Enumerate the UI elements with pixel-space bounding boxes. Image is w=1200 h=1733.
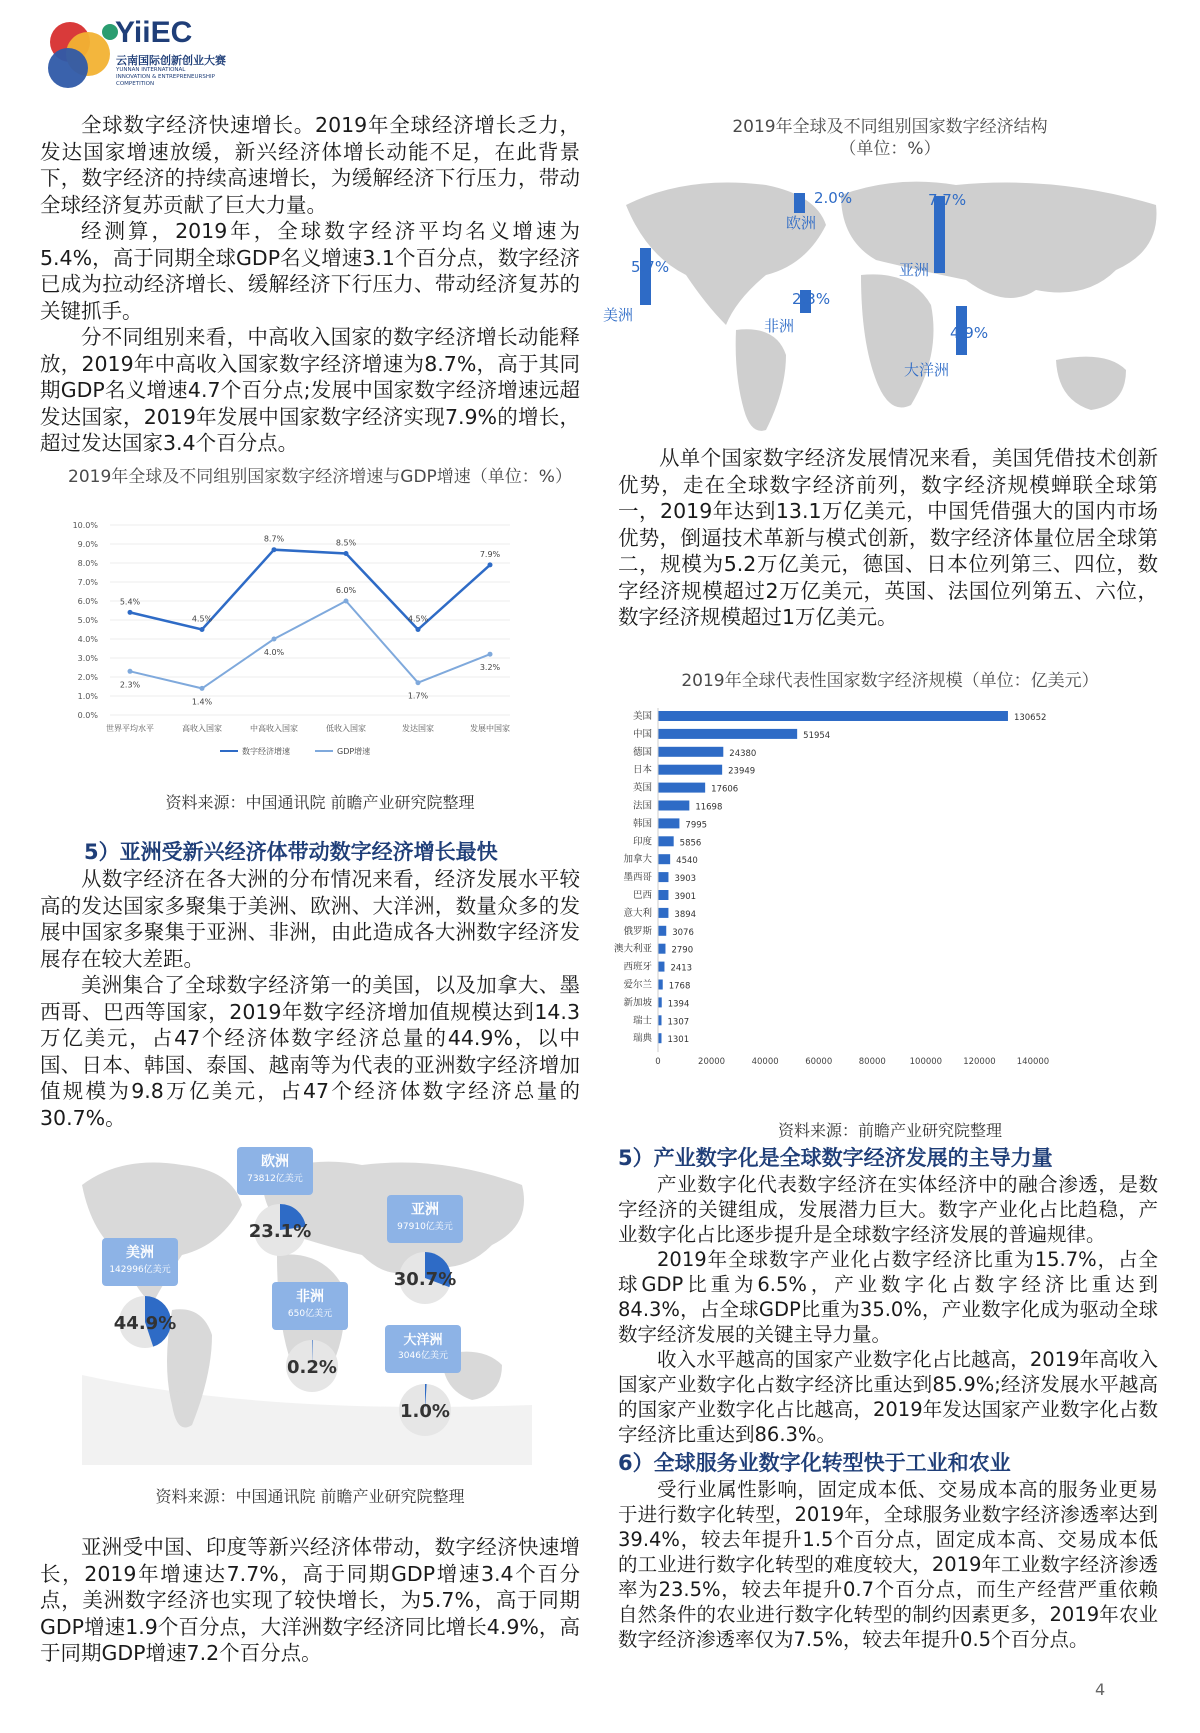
europe-card: 欧洲 73812亿美元 <box>237 1147 313 1195</box>
europe-pie-label: 23.1% <box>248 1221 312 1242</box>
data-label: 5.4% <box>119 597 141 607</box>
section-heading: 6）全球服务业数字化转型快于工业和农业 <box>618 1451 1011 1475</box>
y-tick-label: 6.0% <box>77 597 98 606</box>
country-label: 加拿大 <box>623 854 652 866</box>
line-chart-source: 资料来源：中国通讯院 前瞻产业研究院整理 <box>165 793 475 812</box>
value-label: 23949 <box>728 766 756 777</box>
x-tick-label: 140000 <box>1016 1057 1050 1068</box>
data-point <box>416 627 421 632</box>
data-point <box>416 680 421 685</box>
paragraph: 经测算，2019年，全球数字经济平均名义增速为5.4%，高于同期全球GDP名义增速3.1个百分点，数字经济已成为拉动经济增长、缓解经济下行压力、带动经济复苏的关键抓手。 <box>40 219 580 323</box>
country-bar-chart <box>613 700 1178 1120</box>
country-chart-source: 资料来源：前瞻产业研究院整理 <box>777 1121 1002 1140</box>
x-tick-label: 60000 <box>805 1057 833 1068</box>
asia-card: 亚洲 97910亿美元 <box>387 1195 463 1243</box>
y-tick-label: 1.0% <box>77 692 98 701</box>
paragraph: 从单个国家数字经济发展情况来看，美国凭借技术创新优势，走在全球数字经济前列，数字经济规模蝉联全球第一，2019年达到13.1万亿美元，中国凭借强大的国内市场优势，倒逼技术革新与模式创新，数字经济体量位居全球第二，规模为5.2万亿美元，德国、日本位列第三、四位，数字经济规模超过2万亿美元，英国、法国位列第五、六位，数字经济规模超过1万亿美元。 <box>618 446 1158 629</box>
section-heading: 5）产业数字化是全球数字经济发展的主导力量 <box>618 1146 1053 1170</box>
y-tick-label: 7.0% <box>77 578 98 587</box>
x-tick-label: 100000 <box>909 1057 943 1068</box>
paragraph: 从数字经济在各大洲的分布情况来看，经济发展水平较高的发达国家多聚集于美洲、欧洲、大洋洲，数量众多的发展中国家多聚集于亚洲、非洲，由此造成各大洲数字经济发展存在较大差距。 <box>40 867 580 971</box>
value-label: 1768 <box>668 981 691 992</box>
country-label: 日本 <box>632 764 652 776</box>
country-label: 俄罗斯 <box>623 925 652 937</box>
country-label: 美国 <box>632 711 652 722</box>
country-label: 巴西 <box>632 890 652 901</box>
country-bar <box>658 836 674 846</box>
right-country-text <box>618 445 1158 631</box>
value-label: 51954 <box>803 730 831 741</box>
data-label: 6.0% <box>335 586 357 595</box>
country-bar <box>658 1033 661 1043</box>
country-bar <box>658 962 664 972</box>
country-label: 瑞士 <box>632 1015 652 1027</box>
data-point <box>128 669 133 674</box>
data-point <box>200 686 205 691</box>
region-name-asia: 亚洲 <box>899 261 930 279</box>
data-label: 7.9% <box>479 549 501 559</box>
value-label: 5856 <box>679 838 702 849</box>
country-bar <box>658 1015 662 1025</box>
country-label: 韩国 <box>632 818 652 830</box>
oceania-pie-label: 1.0% <box>400 1401 450 1422</box>
data-label: 1.7% <box>407 691 429 701</box>
right-section-5 <box>618 1142 1158 1652</box>
country-bar <box>658 765 722 775</box>
americas-pie-label: 44.9% <box>113 1313 177 1334</box>
section-heading: 5）亚洲受新兴经济体带动数字经济增长最快 <box>84 840 498 864</box>
data-label: 8.5% <box>335 538 357 548</box>
region-chart-subtitle: （单位：%） <box>839 139 941 159</box>
legend-label: 数字经济增速 <box>242 747 290 756</box>
paragraph: 美洲集合了全球数字经济第一的美国，以及加拿大、墨西哥、巴西等国家，2019年数字经济增加值规模达到14.3万亿美元，占47个经济体数字经济总量的44.9%，以中国、日本、韩国、泰国、越南等为代表的亚洲数字经济增加值规模为9.8万亿美元，占47个经济体数字经济总量的30.7%。 <box>40 973 580 1130</box>
country-label: 中国 <box>632 728 652 740</box>
country-label: 法国 <box>632 800 652 812</box>
region-bar-europe <box>794 193 805 213</box>
data-label: 4.0% <box>263 648 285 657</box>
data-label: 2.3% <box>119 680 141 690</box>
data-point <box>344 599 349 604</box>
data-label: 4.5% <box>191 614 213 624</box>
region-bars <box>603 165 1166 435</box>
paragraph: 产业数字化代表数字经济在实体经济中的融合渗透，是数字经济的关键组成，发展潜力巨大。数字产业化占比趋稳，产业数字化占比逐步提升是全球数字经济发展的普遍规律。 <box>618 1173 1158 1246</box>
region-name-americas: 美洲 <box>603 306 634 324</box>
region-value-americas: 5.7% <box>631 258 670 276</box>
region-value-africa: 2.3% <box>792 290 831 308</box>
x-tick-label: 发展中国家 <box>470 724 510 733</box>
x-tick-label: 中高收入国家 <box>250 724 298 733</box>
region-value-oceania: 4.9% <box>950 324 989 342</box>
value-label: 1394 <box>667 999 690 1010</box>
paragraph: 亚洲受中国、印度等新兴经济体带动，数字经济快速增长，2019年增速达7.7%，高于同期GDP增速3.4个百分点，美洲数字经济也实现了较快增长，为5.7%，高于同期GDP增速1.9个百分点，大洋洲数字经济同比增长4.9%，高于同期GDP增速7.2个百分点。 <box>40 1535 580 1665</box>
country-label: 澳大利亚 <box>613 943 652 955</box>
region-name-africa: 非洲 <box>764 317 795 335</box>
country-label: 印度 <box>632 836 652 848</box>
country-label: 新加坡 <box>623 997 652 1009</box>
region-chart-title: 2019年全球及不同组别国家数字经济结构 <box>732 117 1048 137</box>
paragraph: 分不同组别来看，中高收入国家的数字经济增长动能释放，2019年中高收入国家数字经济增速为8.7%，高于其同期GDP名义增速4.7个百分点;发展中国家数字经济增速远超发达国家，2019年发展中国家数字经济实现7.9%的增长，超过发达国家3.4个百分点。 <box>40 325 580 455</box>
data-label: 8.7% <box>263 534 285 544</box>
value-label: 11698 <box>695 802 723 813</box>
value-label: 3901 <box>674 892 697 902</box>
value-label: 2413 <box>670 963 693 974</box>
paragraph: 收入水平越高的国家产业数字化占比越高，2019年高收入国家产业数字化占数字经济比重达到85.9%;经济发展水平越高的国家产业数字化占比越高，2019年发达国家产业数字化占数字经济比重达到86.3%。 <box>618 1348 1158 1446</box>
data-label: 1.4% <box>191 697 213 707</box>
y-tick-label: 3.0% <box>77 654 98 663</box>
data-point <box>488 652 493 657</box>
value-label: 3903 <box>674 874 697 885</box>
x-tick-label: 40000 <box>751 1057 779 1068</box>
page-number: 4 <box>1095 1680 1106 1699</box>
americas-pie <box>115 1292 175 1352</box>
y-tick-label: 8.0% <box>77 559 98 568</box>
region-name-oceania: 大洋洲 <box>904 361 950 379</box>
data-label: 4.5% <box>407 614 429 624</box>
country-chart-title: 2019年全球代表性国家数字经济规模（单位：亿美元） <box>681 671 1099 691</box>
y-tick-label: 2.0% <box>77 673 98 682</box>
country-bar <box>658 908 668 918</box>
y-tick-label: 9.0% <box>77 540 98 549</box>
africa-pie <box>282 1336 342 1396</box>
x-tick-label: 高收入国家 <box>182 724 222 733</box>
country-label: 瑞典 <box>632 1033 652 1045</box>
country-bar <box>658 997 662 1007</box>
x-tick-label: 世界平均水平 <box>106 724 154 733</box>
data-point <box>272 547 277 552</box>
asia-pie-label: 30.7% <box>393 1269 457 1290</box>
country-bar <box>658 783 705 793</box>
left-section-5 <box>40 836 580 1131</box>
value-label: 7995 <box>685 820 708 831</box>
left-intro <box>40 112 580 457</box>
country-bar <box>658 890 668 900</box>
map-source: 资料来源：中国通讯院 前瞻产业研究院整理 <box>155 1487 465 1506</box>
value-label: 130652 <box>1013 713 1047 723</box>
line-chart-title: 2019年全球及不同组别国家数字经济增速与GDP增速（单位：%） <box>68 467 572 487</box>
country-bar <box>658 854 670 864</box>
paragraph: 全球数字经济快速增长。2019年全球经济增长乏力，发达国家增速放缓，新兴经济体增长动能不足，在此背景下，数字经济的持续高速增长，为缓解经济下行压力，带动全球经济复苏贡献了巨大力量。 <box>40 113 580 217</box>
country-label: 德国 <box>632 746 652 758</box>
region-value-europe: 2.0% <box>814 189 853 207</box>
x-tick-label: 发达国家 <box>402 724 434 733</box>
country-bar <box>658 944 665 954</box>
data-point <box>344 551 349 556</box>
value-label: 2790 <box>671 945 694 956</box>
x-tick-label: 20000 <box>698 1057 726 1068</box>
country-bar <box>658 711 1008 721</box>
x-tick-label: 0 <box>655 1057 661 1068</box>
y-tick-label: 0.0% <box>77 711 98 720</box>
country-label: 墨西哥 <box>623 872 652 884</box>
africa-pie-label: 0.2% <box>287 1357 337 1378</box>
data-label: 3.2% <box>479 663 501 673</box>
country-bar <box>658 729 797 739</box>
region-bar-americas <box>640 248 651 305</box>
paragraph: 受行业属性影响，固定成本低、交易成本高的服务业更易于进行数字化转型，2019年，全球服务业数字经济渗透率达到39.4%，较去年提升1.5个百分点，固定成本高、交易成本低的工业进行数字化转型的难度较大，2019年工业数字经济渗透率为23.5%，较去年提升0.7个百分点，而生产经营严重依赖自然条件的农业进行数字化转型的制约因素更多，2019年农业数字经济渗透率仅为7.5%，较去年提升0.5个百分点。 <box>618 1478 1158 1651</box>
series-line <box>130 550 490 630</box>
data-point <box>128 610 133 615</box>
oceania-pie <box>395 1380 455 1440</box>
asia-pie <box>395 1248 455 1308</box>
value-label: 3894 <box>674 909 697 920</box>
region-value-asia: 7.7% <box>928 191 967 209</box>
country-label: 西班牙 <box>623 961 652 973</box>
y-tick-label: 5.0% <box>77 616 98 625</box>
x-tick-label: 低收入国家 <box>326 724 366 733</box>
value-label: 1307 <box>667 1017 690 1028</box>
y-tick-label: 10.0% <box>72 521 98 530</box>
americas-card: 美洲 142996亿美元 <box>102 1238 178 1286</box>
country-label: 意大利 <box>623 907 652 919</box>
country-bar <box>658 980 663 990</box>
europe-pie <box>250 1200 310 1260</box>
data-point <box>200 627 205 632</box>
value-label: 17606 <box>711 784 739 795</box>
line-chart <box>70 515 530 775</box>
logo-brand: YiiEC <box>115 16 193 49</box>
paragraph: 2019年全球数字产业化占数字经济比重为15.7%，占全球GDP比重为6.5%，产业数字化占数字经济比重达到84.3%，占全球GDP比重为35.0%，产业数字化成为驱动全球数字经济发展的关键主导力量。 <box>618 1248 1158 1346</box>
value-label: 4540 <box>676 856 698 867</box>
left-bottom <box>40 1534 580 1667</box>
country-label: 爱尔兰 <box>623 979 652 991</box>
logo <box>40 14 270 94</box>
y-tick-label: 4.0% <box>77 635 98 644</box>
logo-cn-name: 云南国际创新创业大赛 <box>116 54 226 67</box>
africa-card: 非洲 650亿美元 <box>272 1282 348 1330</box>
region-name-europe: 欧洲 <box>786 214 817 232</box>
country-bar <box>658 818 679 828</box>
value-label: 3076 <box>672 927 694 938</box>
country-bar <box>658 926 666 936</box>
x-tick-label: 80000 <box>858 1057 886 1068</box>
x-tick-label: 120000 <box>963 1057 996 1068</box>
country-bar <box>658 872 668 882</box>
logo-en-name: YUNNAN INTERNATIONAL INNOVATION & ENTREPRENEURSHIP COMPETITION <box>116 67 215 87</box>
value-label: 1301 <box>667 1035 690 1046</box>
data-point <box>488 562 493 567</box>
legend-label: GDP增速 <box>337 747 371 756</box>
oceania-card: 大洋洲 3046亿美元 <box>385 1325 461 1373</box>
value-label: 24380 <box>729 748 757 759</box>
country-bar <box>658 801 689 811</box>
country-label: 英国 <box>632 782 652 794</box>
country-bar <box>658 747 723 757</box>
data-point <box>272 637 277 642</box>
